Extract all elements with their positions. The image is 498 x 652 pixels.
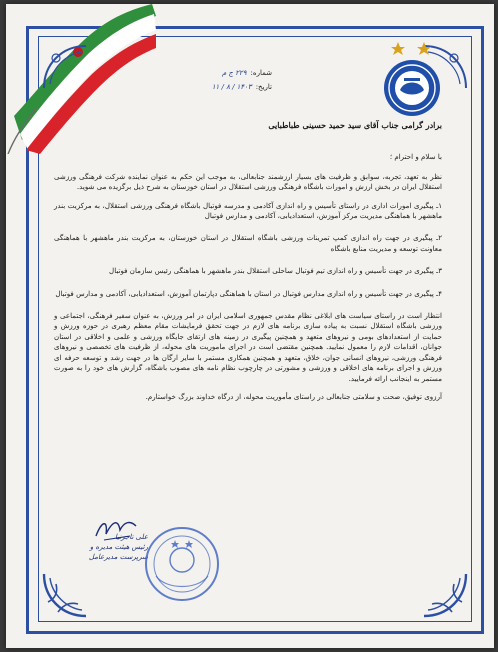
letter-number-value: ۲۲۹ ج م (221, 69, 247, 77)
duty-item-3: ۳ـ پیگیری در جهت تأسیس و راه اندازی تیم فوتبال ساحلی استقلال بندر ماهشهر با هماهنگی رئیس سازمان فوتبال (109, 266, 442, 276)
letter-body (54, 120, 442, 402)
duty-item-2: ۲ـ پیگیری در جهت راه اندازی کمپ تمرینات ورزشی باشگاه استقلال در استان خوزستان، به مرکزیت بندر ماهشهر با هماهنگی معاونت توسعه و مدیریت منابع باشگاه (54, 233, 442, 253)
letter-date-value: ۱۴۰۳ / ۸ / ۱۱ (211, 83, 252, 91)
club-stamp-icon (142, 524, 222, 604)
letter-date-label: تاریخ: (255, 83, 272, 91)
ornament-corner-icon (42, 572, 88, 618)
letter-number-label: شماره: (250, 69, 272, 77)
letter-page (6, 4, 494, 648)
duty-item-4: ۴ـ پیگیری در جهت تأسیس و راه اندازی مدارس فوتبال در استان با هماهنگی دپارتمان آموزش، استعدادیابی، آکادمی و مدارس فوتبال (55, 288, 442, 298)
signature-block (86, 516, 226, 612)
signatory-name: علی تاجرنیا (114, 533, 148, 541)
duty-item-1: ۱ـ پیگیری امورات اداری در راستای تأسیس و راه اندازی آکادمی و مدرسه فوتبال باشگاه فرهنگی ورزشی استقلال، به مرکزیت بندر ماهشهر با هماهنگی مدیریت مرکز آموزش، استعدادیابی، آکادمی و مدارس فوتبال (54, 200, 442, 221)
ornament-corner-icon (42, 44, 88, 90)
esteghlal-logo-icon (378, 40, 446, 120)
letter-date-row (152, 80, 272, 94)
letter-number-row (152, 66, 272, 80)
closing-paragraph: آرزوی توفیق، صحت و سلامتی جنابعالی در راستای مأموریت محوله، از درگاه خداوند بزرگ خواستارم. (145, 391, 442, 401)
intro-paragraph: نظر به تعهد، تجربه، سوابق و ظرفیت های بسیار ارزشمند جنابعالی، به موجب این حکم به عنوان نماینده شرکت فرهنگی ورزشی استقلال ایران در بخش ارزش و امورات باشگاه فرهنگی ورزشی استقلال در استان خوزستان به شرح ذیل برگزیده می شوید. (54, 171, 442, 192)
recipient-title: برادر گرامی جناب آقای سید حمید حسینی طباطبایی (268, 120, 442, 130)
salutation: با سلام و احترام ؛ (389, 152, 442, 162)
signatory-position-1: رئیس هیئت مدیره و (89, 543, 148, 551)
signature-text (86, 532, 148, 562)
policy-paragraph: انتظار است در راستای سیاست های ابلاغی نظام مقدس جمهوری اسلامی ایران در امر ورزش، به عنوان سفیر فرهنگی، اجتماعی و ورزشی باشگاه استقلال نسبت به پیاده سازی برنامه های لازم در جهت تحقق فرمایشات مقام معظم رهبری در حوزه ورزش و حمایت از استعدادهای بومی و نیروهای متعهد و همچنین پیگیری در زمینه های ارتقای جایگاه ورزشی و علمی و اخلاقی در استان جوانان، اقدامات لازم را معمول نمایید. همچنین مقتضی است در اجرای ماموریت های محوله، از ظرفیت های تخصصی و نیروهای فرهنگی ورزشی، نیروهای انسانی جوان، خلاق، متعهد و همچنین همکاری مستمر با سایر ارگان ها در جهت رشد و توسعه حرفه ای ورزش و اجرای برنامه های اخلاقی و ورزشی و مشورتی در چارچوب نظام نامه های مصوب باشگاه، گزارش های خود را به صورت مستمر به اینجانب ارائه فرمایید. (54, 311, 442, 383)
letter-meta (152, 66, 272, 94)
ornament-corner-icon (422, 572, 468, 618)
signatory-position-2: سرپرست مدیرعامل (88, 553, 148, 561)
